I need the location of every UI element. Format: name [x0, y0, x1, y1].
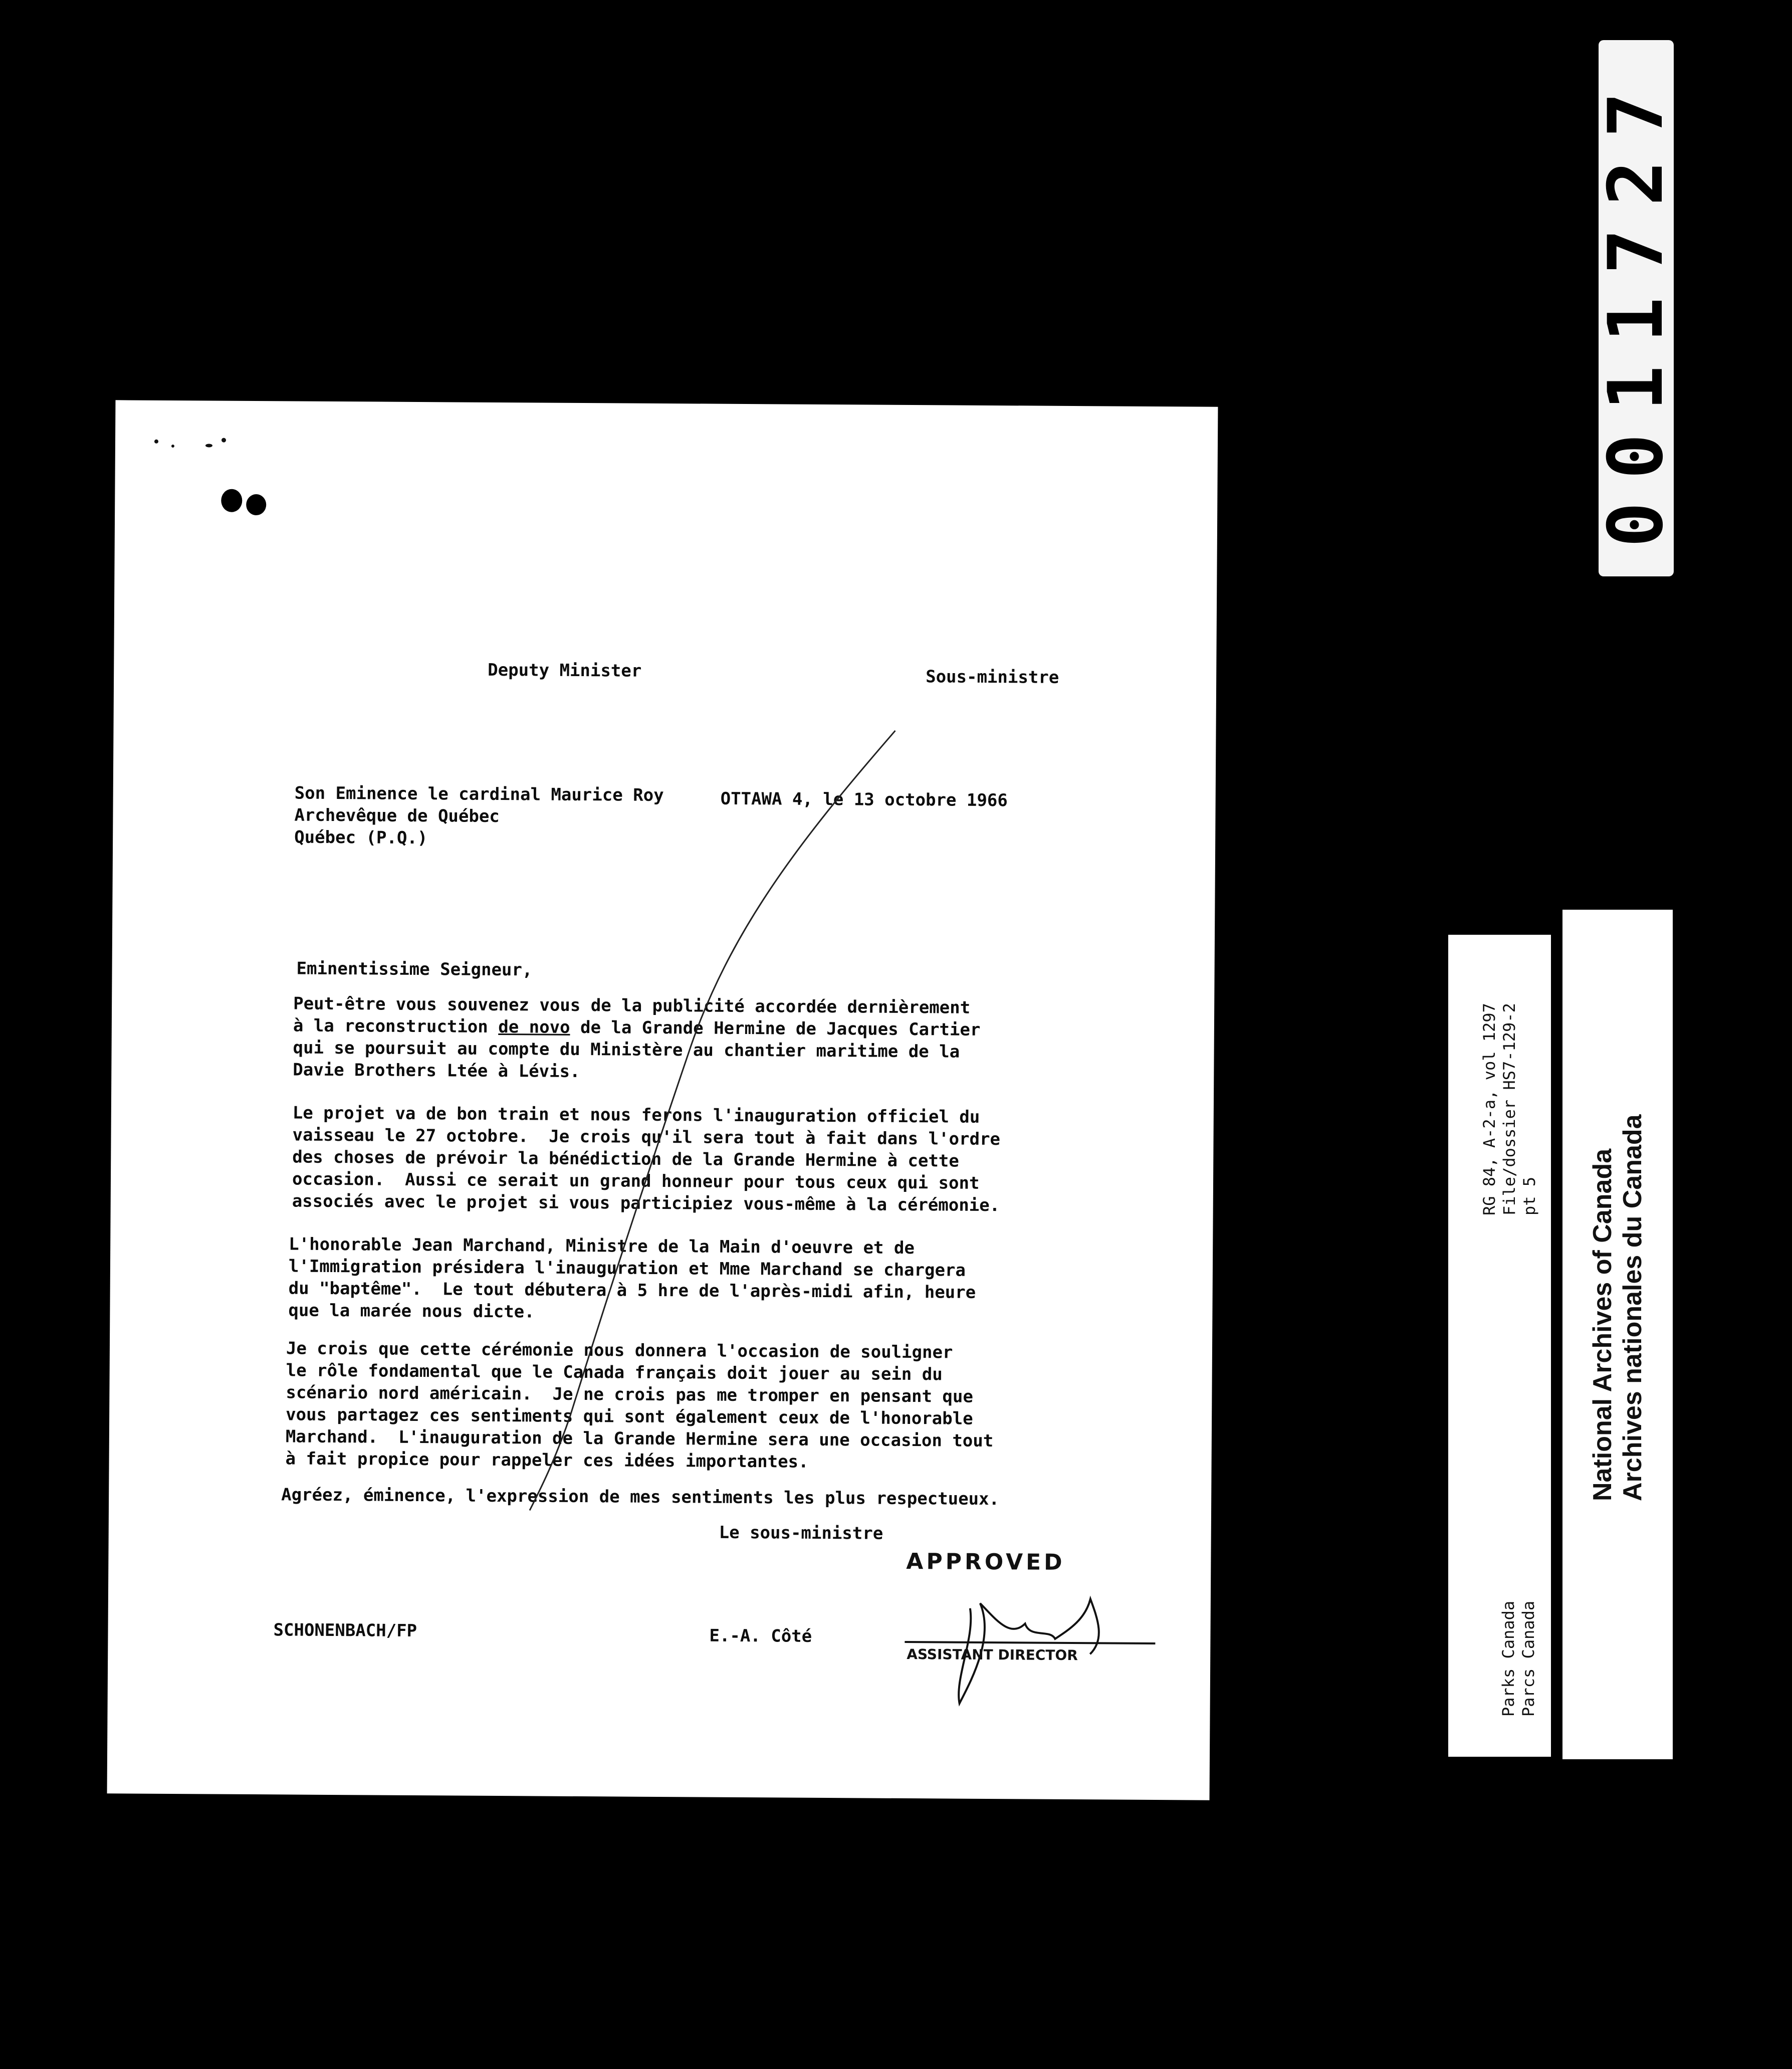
label-agency-line: Parcs Canada — [1519, 1600, 1538, 1717]
approved-stamp-text: APPROVED — [906, 1548, 1065, 1575]
reference-initials: SCHONENBACH/FP — [273, 1620, 417, 1641]
paragraph-line: vaisseau le 27 octobre. Je crois qu'il sera tout à fait dans l'ordre — [292, 1125, 1001, 1150]
label-institution-line: Archives nationales du Canada — [1618, 1114, 1647, 1501]
underlined-latin-phrase: de novo — [498, 1016, 570, 1038]
recipient-line: Son Eminence le cardinal Maurice Roy — [294, 783, 664, 806]
paragraph-line: à fait propice pour rappeler ces idées importantes. — [285, 1449, 809, 1472]
paragraph-line: associés avec le projet si vous participiez vous-même à la cérémonie. — [292, 1191, 1000, 1216]
paragraph-line: le rôle fondamental que le Canada français doit jouer au sein du — [286, 1360, 943, 1385]
label-reference-block — [1479, 1003, 1539, 1215]
paragraph-line: qui se poursuit au compte du Ministère au chantier maritime de la — [293, 1038, 960, 1062]
label-reference-line: pt 5 — [1520, 1176, 1539, 1215]
letter-page — [107, 400, 1218, 1800]
paragraph-line: Je crois que cette cérémonie nous donnera l'occasion de souligner — [286, 1338, 953, 1363]
label-reference-line: RG 84, A-2-a, vol 1297 — [1480, 1003, 1499, 1215]
paragraph-line: Peut-être vous souvenez vous de la publicité accordée dernièrement — [293, 993, 971, 1018]
label-institution-line: National Archives of Canada — [1588, 1148, 1617, 1501]
label-institution-block — [1588, 1114, 1648, 1501]
paragraph-line: occasion. Aussi ce serait un grand honneur pour tous ceux qui sont — [292, 1169, 980, 1193]
paragraph-line: des choses de prévoir la bénédiction de la Grande Hermine à cette — [292, 1147, 959, 1171]
recipient-line: Québec (P.Q.) — [294, 827, 428, 849]
paragraph-line: Marchand. L'inauguration de la Grande Hermine sera une occasion tout — [285, 1426, 994, 1452]
place-date: OTTAWA 4, le 13 octobre 1966 — [720, 788, 1008, 811]
label-agency-block — [1498, 1601, 1538, 1717]
archive-reference-label — [1448, 935, 1551, 1757]
text-run: à la reconstruction — [293, 1015, 499, 1037]
paragraph-line: L'honorable Jean Marchand, Ministre de la Main d'oeuvre et de — [289, 1234, 915, 1259]
paragraph-line: Davie Brothers Ltée à Lévis. — [293, 1060, 580, 1082]
diagonal-pen-stroke — [530, 728, 895, 1512]
paragraph-line: l'Immigration présidera l'inauguration et Mme Marchand se chargera — [288, 1256, 966, 1281]
text-run: de la Grande Hermine de Jacques Cartier — [570, 1017, 981, 1040]
frame-number: 0011727 — [1593, 69, 1680, 548]
header-deputy-minister: Deputy Minister — [488, 660, 642, 681]
signatory-name: E.-A. Côté — [709, 1625, 812, 1646]
salutation: Eminentissime Seigneur, — [296, 958, 533, 980]
paragraph-line: que la marée nous dicte. — [288, 1300, 535, 1322]
closing: Agréez, éminence, l'expression de mes sentiments les plus respectueux. — [281, 1485, 1000, 1510]
recipient-line: Archevêque de Québec — [294, 805, 500, 827]
handwritten-signature — [959, 1598, 1099, 1705]
archive-institution-label — [1562, 910, 1673, 1759]
stamp-role-text: ASSISTANT DIRECTOR — [907, 1645, 1078, 1664]
paragraph-line: Le projet va de bon train et nous ferons l'inauguration officiel du — [292, 1103, 980, 1127]
label-reference-line: File/dossier HS7-129-2 — [1500, 1003, 1519, 1215]
signature-title: Le sous-ministre — [719, 1522, 883, 1544]
paragraph-line: vous partagez ces sentiments qui sont également ceux de l'honorable — [286, 1404, 973, 1429]
label-agency-line: Parks Canada — [1499, 1600, 1518, 1717]
handwriting-overlay — [107, 400, 1218, 1800]
frame-number-strip — [1593, 40, 1680, 576]
paragraph-line: scénario nord américain. Je ne crois pas me tromper en pensant que — [286, 1382, 974, 1407]
paragraph-line: du "baptême". Le tout débutera à 5 hre de l'après-midi afin, heure — [288, 1278, 976, 1303]
header-sous-ministre: Sous-ministre — [926, 667, 1059, 688]
